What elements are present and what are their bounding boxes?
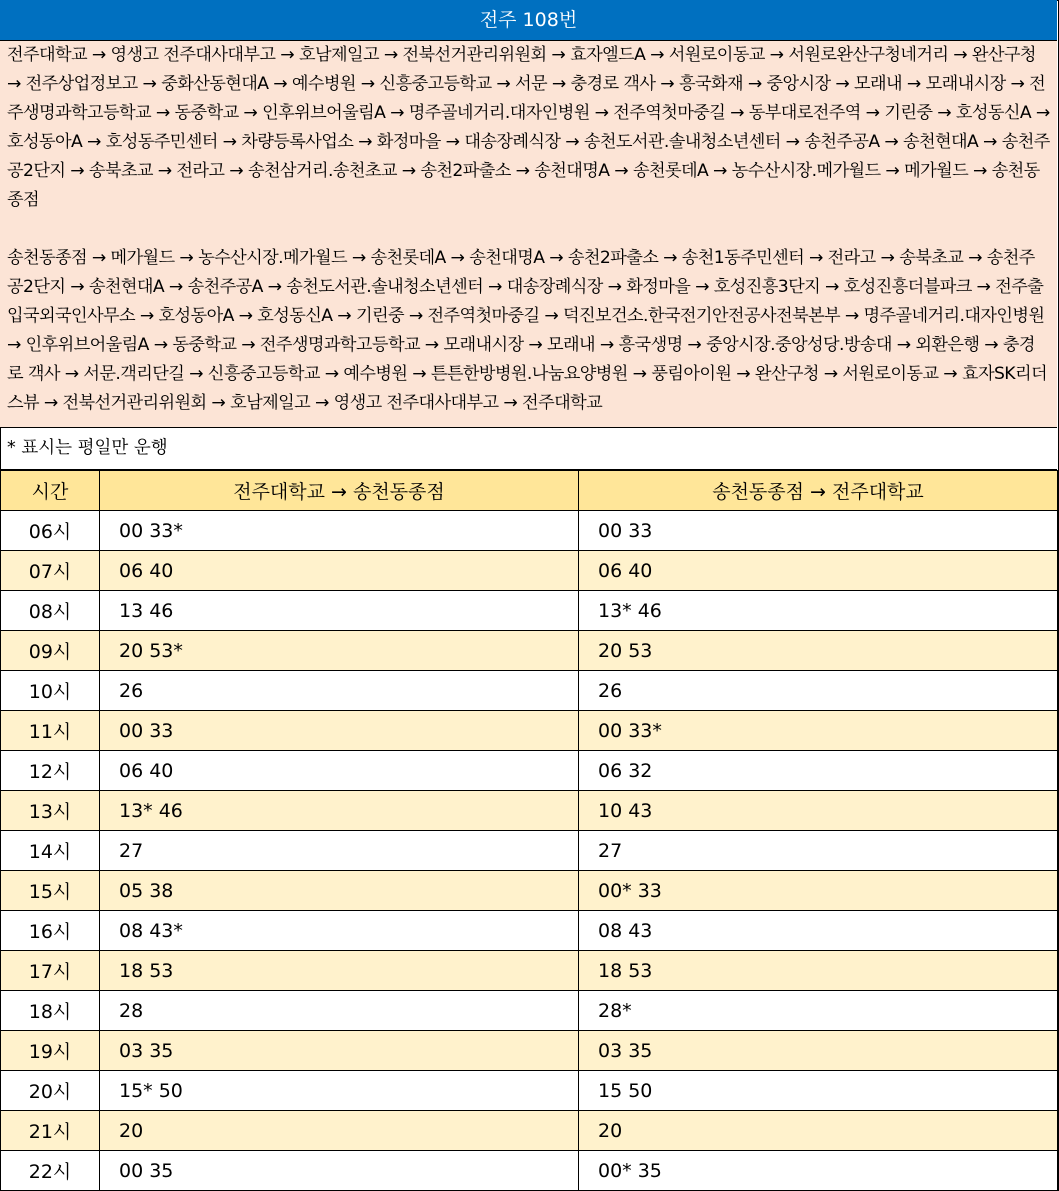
outbound-times-cell: 00 33	[100, 711, 579, 751]
table-row	[1, 1071, 1058, 1111]
table-row	[1, 591, 1058, 631]
hour-cell: 10시	[1, 671, 100, 711]
outbound-times-cell: 06 40	[100, 751, 579, 791]
table-row	[1, 831, 1058, 871]
table-row	[1, 991, 1058, 1031]
hour-cell: 18시	[1, 991, 100, 1031]
hour-cell: 20시	[1, 1071, 100, 1111]
table-row	[1, 1151, 1058, 1191]
outbound-times-cell: 00 35	[100, 1151, 579, 1191]
outbound-times-cell: 05 38	[100, 871, 579, 911]
inbound-times-cell: 20	[579, 1111, 1058, 1151]
inbound-times-cell: 13* 46	[579, 591, 1058, 631]
outbound-times-cell: 28	[100, 991, 579, 1031]
inbound-times-cell: 00 33*	[579, 711, 1058, 751]
outbound-times-cell: 08 43*	[100, 911, 579, 951]
hour-cell: 06시	[1, 511, 100, 551]
hour-cell: 21시	[1, 1111, 100, 1151]
inbound-times-cell: 03 35	[579, 1031, 1058, 1071]
table-row	[1, 511, 1058, 551]
table-row	[1, 751, 1058, 791]
hour-cell: 11시	[1, 711, 100, 751]
hour-cell: 14시	[1, 831, 100, 871]
route-outbound: 전주대학교 → 영생고 전주대사대부고 → 호남제일고 → 전북선거관리위원회 → 효자엘드A → 서원로이동교 → 서원로완산구청네거리 → 완산구청 → 전주상업정보고 → 중화산동현대A → 예수병원 → 신흥중고등학교 → 서문 → 충경로 객사 → 흥국화재 → 중앙시장 → 모래내 → 모래내시장 → 전주생명과학고등학교 → 동중학교 → 인후위브어울림A → 명주골네거리.대자인병원 → 전주역첫마중길 → 동부대로전주역 → 기린중 → 호성동신A → 호성동아A → 호성동주민센터 → 차량등록사업소 → 화정마을 → 대송장례식장 → 송천도서관.솔내청소년센터 → 송천주공A → 송천현대A → 송천주공2단지 → 송북초교 → 전라고 → 송천삼거리.송천초교 → 송천2파출소 → 송천대명A → 송천롯데A → 농수산시장.메가월드 → 메가월드 → 송천동종점	[7, 45, 1050, 210]
outbound-times-cell: 03 35	[100, 1031, 579, 1071]
table-row	[1, 671, 1058, 711]
page-title: 전주 108번	[0, 0, 1057, 41]
inbound-times-cell: 06 32	[579, 751, 1058, 791]
hour-cell: 13시	[1, 791, 100, 831]
inbound-times-cell: 26	[579, 671, 1058, 711]
hour-cell: 09시	[1, 631, 100, 671]
outbound-times-cell: 20 53*	[100, 631, 579, 671]
table-row	[1, 1111, 1058, 1151]
hour-cell: 17시	[1, 951, 100, 991]
weekday-note: * 표시는 평일만 운행	[0, 428, 1057, 470]
table-row	[1, 951, 1058, 991]
table-row	[1, 911, 1058, 951]
inbound-times-cell: 28*	[579, 991, 1058, 1031]
inbound-times-cell: 10 43	[579, 791, 1058, 831]
inbound-times-cell: 18 53	[579, 951, 1058, 991]
inbound-times-cell: 00 33	[579, 511, 1058, 551]
table-row	[1, 711, 1058, 751]
timetable-body	[1, 511, 1058, 1191]
inbound-times-cell: 00* 35	[579, 1151, 1058, 1191]
inbound-times-cell: 20 53	[579, 631, 1058, 671]
outbound-times-cell: 20	[100, 1111, 579, 1151]
hour-cell: 19시	[1, 1031, 100, 1071]
route-description	[0, 41, 1057, 428]
outbound-times-cell: 06 40	[100, 551, 579, 591]
header-inbound: 송천동종점 → 전주대학교	[579, 471, 1058, 511]
outbound-times-cell: 13 46	[100, 591, 579, 631]
inbound-times-cell: 27	[579, 831, 1058, 871]
hour-cell: 07시	[1, 551, 100, 591]
outbound-times-cell: 26	[100, 671, 579, 711]
header-hour: 시간	[1, 471, 100, 511]
hour-cell: 08시	[1, 591, 100, 631]
table-row	[1, 1031, 1058, 1071]
outbound-times-cell: 15* 50	[100, 1071, 579, 1111]
inbound-times-cell: 06 40	[579, 551, 1058, 591]
table-row	[1, 551, 1058, 591]
table-row	[1, 631, 1058, 671]
table-header-row	[1, 471, 1058, 511]
inbound-times-cell: 15 50	[579, 1071, 1058, 1111]
timetable	[0, 470, 1058, 1191]
outbound-times-cell: 18 53	[100, 951, 579, 991]
outbound-times-cell: 13* 46	[100, 791, 579, 831]
header-outbound: 전주대학교 → 송천동종점	[100, 471, 579, 511]
outbound-times-cell: 00 33*	[100, 511, 579, 551]
route-spacer	[7, 215, 1050, 244]
table-row	[1, 871, 1058, 911]
hour-cell: 22시	[1, 1151, 100, 1191]
route-inbound: 송천동종점 → 메가월드 → 농수산시장.메가월드 → 송천롯데A → 송천대명A → 송천2파출소 → 송천1동주민센터 → 전라고 → 송북초교 → 송천주공2단지 → 송천현대A → 송천주공A → 송천도서관.솔내청소년센터 → 대송장례식장 → 화정마을 → 호성진흥3단지 → 호성진흥더블파크 → 전주출입국외국인사무소 → 호성동아A → 호성동신A → 기린중 → 전주역첫마중길 → 덕진보건소.한국전기안전공사전북본부 → 명주골네거리.대자인병원 → 인후위브어울림A → 동중학교 → 전주생명과학고등학교 → 모래내시장 → 모래내 → 흥국생명 → 중앙시장.중앙성당.방송대 → 외환은행 → 충경로 객사 → 서문.객리단길 → 신흥중고등학교 → 예수병원 → 튼튼한방병원.나눔요양병원 → 풍림아이원 → 완산구청 → 서원로이동교 → 효자SK리더스뷰 → 전북선거관리위원회 → 호남제일고 → 영생고 전주대사대부고 → 전주대학교	[7, 248, 1047, 413]
inbound-times-cell: 08 43	[579, 911, 1058, 951]
hour-cell: 16시	[1, 911, 100, 951]
hour-cell: 15시	[1, 871, 100, 911]
outbound-times-cell: 27	[100, 831, 579, 871]
inbound-times-cell: 00* 33	[579, 871, 1058, 911]
hour-cell: 12시	[1, 751, 100, 791]
table-row	[1, 791, 1058, 831]
